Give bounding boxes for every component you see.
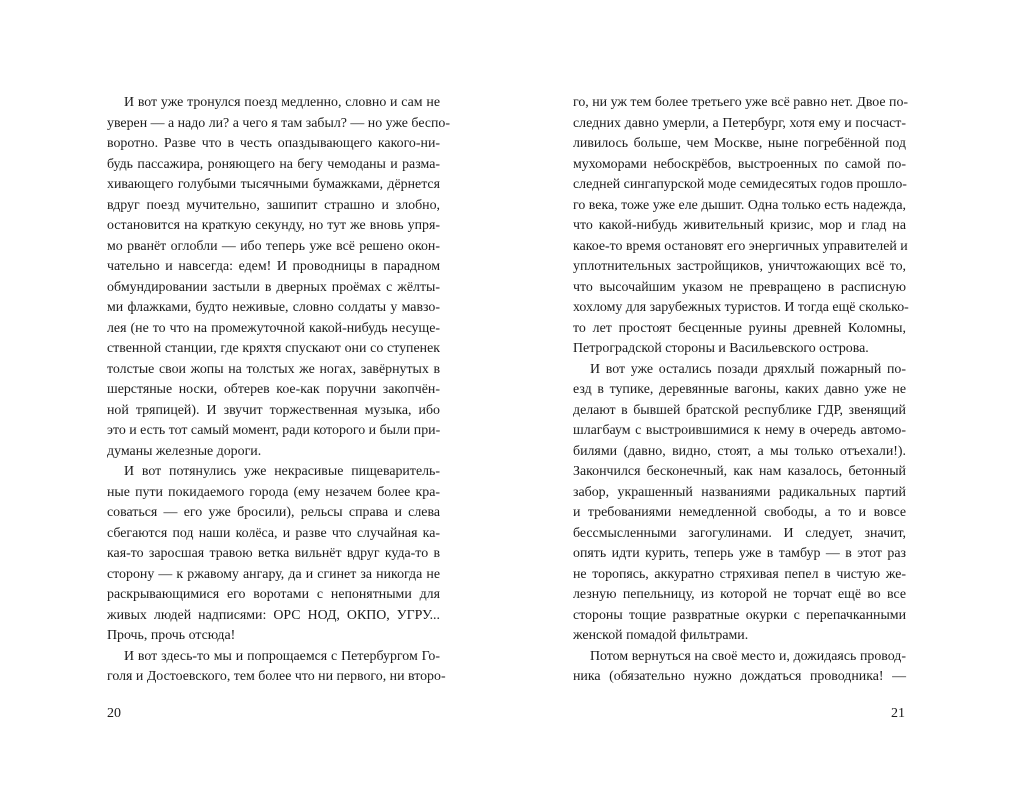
text-line: стороны тощие развратные окурки с перепачканными bbox=[573, 607, 906, 623]
text-line: обмундировании застыли в дверных проёмах с жёлты- bbox=[107, 279, 440, 295]
text-line: это и есть тот самый момент, ради которого и были при- bbox=[107, 423, 441, 438]
text-line: Петроградской стороны и Васильевского острова. bbox=[573, 341, 869, 356]
text-line: сбегаются под наши колёса, и разве что случайная ка- bbox=[107, 525, 440, 541]
text-line: И вот потянулись уже некрасивые пищеваритель- bbox=[124, 464, 440, 479]
text-line: шлагбаум с выстроившимися к нему в очередь автомо- bbox=[573, 423, 906, 438]
text-line: уверен — а надо ли? а чего я там забыл? — но уже беспо- bbox=[107, 115, 450, 131]
text-line: следней сингапурской моде семидесятых годов прошло- bbox=[573, 177, 907, 192]
text-line: езд в тупике, деревянные вагоны, каких давно уже не bbox=[573, 382, 906, 397]
text-line: И вот уже тронулся поезд медленно, словно и сам не bbox=[124, 95, 440, 110]
text-line: воротно. Разве что в честь опаздывающего какого-ни- bbox=[107, 136, 440, 151]
page-number: 21 bbox=[891, 706, 905, 721]
text-line: кая-то заросшая травою ветка вильнёт вдруг куда-то в bbox=[107, 546, 440, 561]
page-number: 20 bbox=[107, 706, 121, 721]
text-line: хохлому для зарубежных туристов. И тогда ещё сколько- bbox=[573, 300, 909, 315]
text-line: то лет простоят бесценные руины древней Коломны, bbox=[573, 320, 906, 336]
text-line: бессмысленными загогулинами. И следует, значит, bbox=[573, 525, 906, 541]
text-line: живых людей надписями: ОРС НОД, ОКПО, УГРУ... bbox=[107, 607, 440, 623]
text-line: не торопясь, аккуратно стряхивая пепел в чистую же- bbox=[573, 566, 906, 582]
text-line: толстые свои жопы на толстых же ногах, завёрнутых в bbox=[107, 361, 440, 377]
text-line: мухоморами небоскрёбов, выстроенных по самой по- bbox=[573, 156, 906, 172]
text-line: чательно и навсегда: едем! И проводницы в парадном bbox=[107, 259, 440, 274]
text-line: думаны железные дороги. bbox=[107, 443, 262, 459]
text-line: хивающего голубыми тысячными бумажками, дёрнется bbox=[107, 177, 440, 192]
text-line: опять идти курить, теперь уже в тамбур — в этот раз bbox=[573, 546, 906, 561]
text-line: какое-то время остановят его энергичных управителей и bbox=[573, 238, 908, 254]
left-page-text bbox=[107, 93, 450, 688]
text-line: забор, украшенный названиями радикальных партий bbox=[573, 484, 906, 500]
text-line: билями (давно, видно, стоят, а мы только отъехали!). bbox=[573, 443, 906, 459]
text-line: сторону — к ржавому ангару, да и сгинет за никогда не bbox=[107, 566, 440, 582]
text-line: и требованиями немедленной свободы, а то и вовсе bbox=[573, 505, 906, 520]
text-line: шерстяные носки, обтерев кое-как поручни закопчён- bbox=[107, 382, 440, 397]
text-line: остановится на краткую секунду, но тут же вновь упря- bbox=[107, 218, 440, 233]
text-line: ника (обязательно нужно дождаться проводника! — bbox=[573, 669, 906, 684]
text-line: голя и Достоевского, тем более что ни первого, ни второ- bbox=[107, 669, 446, 684]
text-line: лея (не то что на промежуточной какой-нибудь несуще- bbox=[107, 320, 440, 336]
text-line: вдруг поезд мучительно, зашипит страшно и злобно, bbox=[107, 197, 440, 213]
text-line: ной тряпицей). И звучит торжественная музыка, ибо bbox=[107, 402, 440, 418]
text-line: го века, тоже уже еле дышит. Одна только есть надежда, bbox=[573, 197, 906, 213]
text-line: делают в бывшей братской республике ГДР, звенящий bbox=[573, 402, 906, 418]
text-line: уплотнительных застройщиков, уничтожающих всё то, bbox=[573, 259, 906, 274]
text-line: что высочайшим указом не превращено в расписную bbox=[573, 279, 906, 295]
text-line: го, ни уж тем более третьего уже всё равно нет. Двое по- bbox=[573, 95, 909, 110]
text-line: Потом вернуться на своё место и, дожидаясь провод- bbox=[590, 648, 906, 664]
text-line: следних давно умерли, а Петербург, хотя ему и посчаст- bbox=[573, 115, 906, 131]
text-line: Прочь, прочь отсюда! bbox=[107, 628, 236, 643]
text-line: лезную пепельницу, из которой не торчат ещё во все bbox=[573, 587, 906, 602]
text-line: что какой-нибудь живительный кризис, мор и глад на bbox=[573, 218, 906, 233]
text-line: ливилось больше, чем Москве, ныне погребённой под bbox=[573, 136, 906, 151]
text-line: И вот уже остались позади дряхлый пожарный по- bbox=[590, 361, 906, 377]
text-line: мо рванёт оглобли — ибо теперь уже всё решено окон- bbox=[107, 238, 440, 254]
text-line: будь пассажира, роняющего на бегу чемоданы и разма- bbox=[107, 156, 440, 172]
text-line: соваться — его уже бросили), рельсы справа и слева bbox=[107, 505, 440, 520]
text-line: раскрывающимися его воротами с непонятными для bbox=[107, 587, 440, 602]
right-page-text bbox=[573, 93, 909, 688]
text-line: И вот здесь-то мы и попрощаемся с Петербургом Го- bbox=[124, 648, 440, 664]
text-line: ные пути покидаемого города (ему незачем более кра- bbox=[107, 484, 440, 500]
text-line: ми флажками, будто неживые, словно солдаты у мавзо- bbox=[107, 300, 440, 315]
text-line: Закончился бесконечный, как нам казалось, бетонный bbox=[573, 464, 906, 479]
text-line: женской помадой фильтрами. bbox=[573, 628, 749, 643]
text-line: ственной станции, где кряхтя спускают они со ступенек bbox=[107, 341, 440, 356]
